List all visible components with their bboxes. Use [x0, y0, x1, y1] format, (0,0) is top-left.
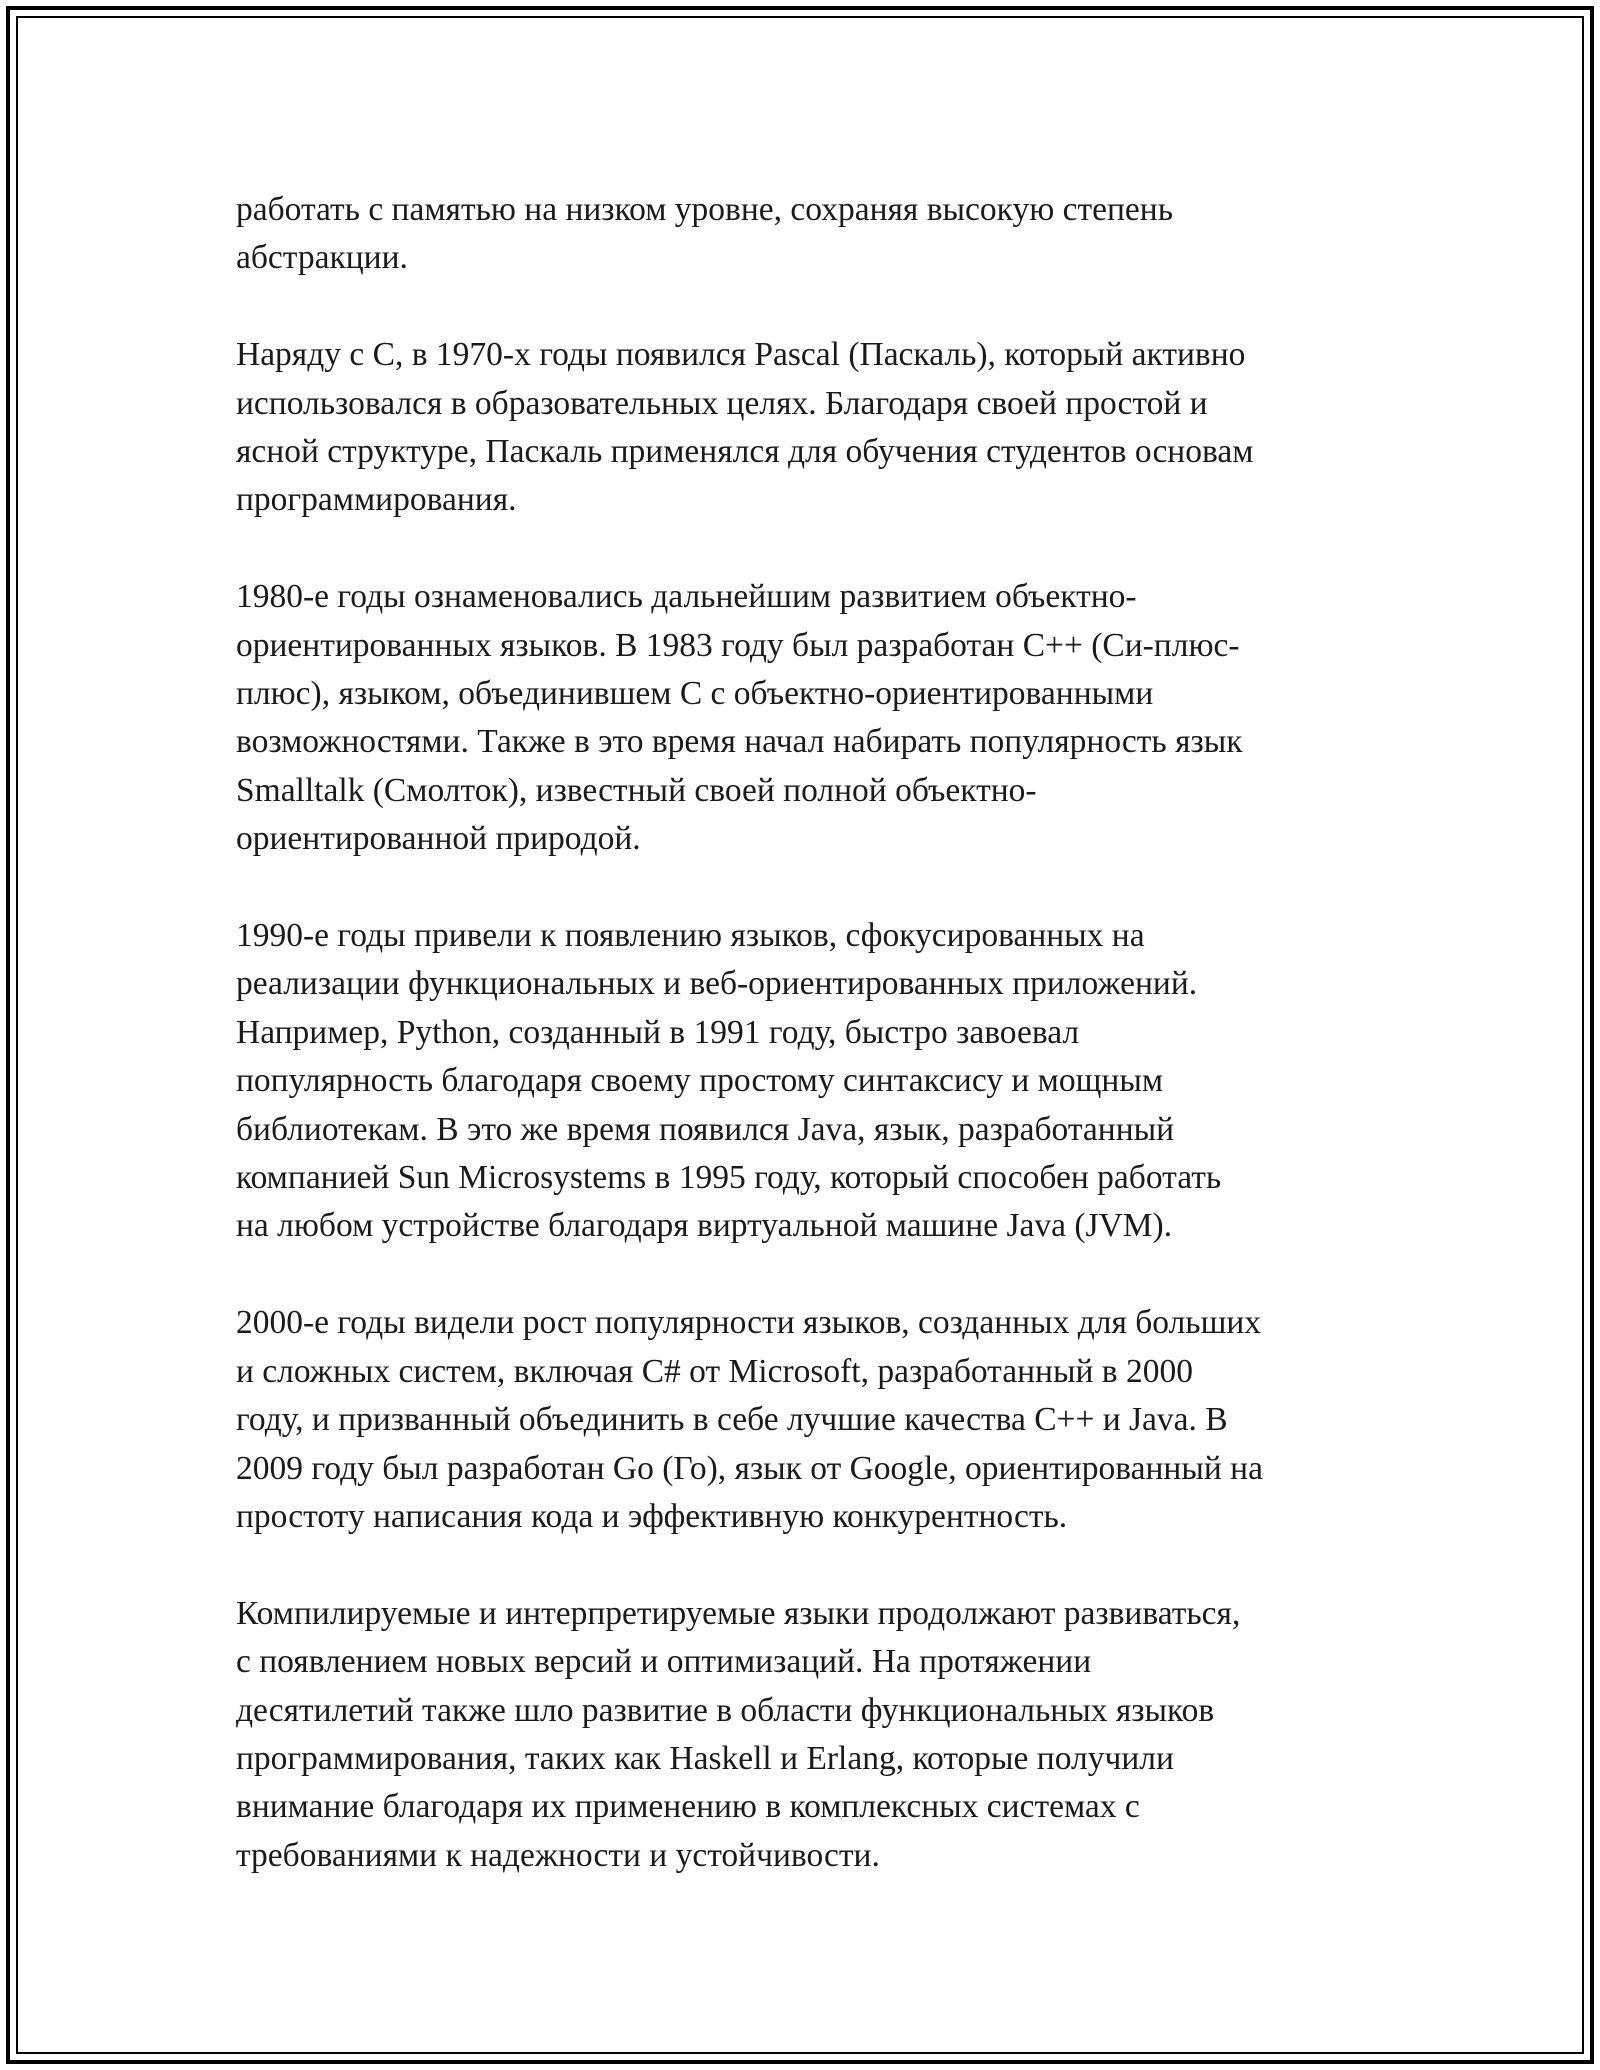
text-line: 1990-е годы привели к появлению языков, сфокусированных на [236, 917, 1145, 955]
text-line: и сложных систем, включая C# от Microsoft, разработанный в 2000 [236, 1352, 1193, 1390]
paragraph-1990s [236, 912, 1376, 1251]
text-line: 2009 году был разработан Go (Го), язык от Google, ориентированный на [236, 1449, 1263, 1487]
text-line: на любом устройстве благодаря виртуальной машине Java (JVM). [236, 1207, 1173, 1245]
paragraph-compiled-interpreted [236, 1590, 1376, 1880]
text-line: Наряду с C, в 1970-х годы появился Pascal (Паскаль), который активно [236, 336, 1246, 374]
text-line: ориентированных языков. В 1983 году был разработан C++ (Си-плюс- [236, 626, 1240, 664]
paragraph-1980s [236, 573, 1376, 863]
text-line: популярность благодаря своему простому синтаксису и мощным [236, 1062, 1164, 1100]
text-line: компанией Sun Microsystems в 1995 году, который способен работать [236, 1159, 1222, 1197]
paragraph-pascal [236, 331, 1376, 525]
text-line: ориентированной природой. [236, 820, 641, 858]
text-line: Smalltalk (Смолток), известный своей полной объектно- [236, 771, 1037, 809]
text-line: требованиями к надежности и устойчивости. [236, 1836, 880, 1874]
paragraph-2000s [236, 1299, 1376, 1541]
text-line: с появлением новых версий и оптимизаций. На протяжении [236, 1643, 1092, 1681]
text-line: 2000-е годы видели рост популярности языков, созданных для больших [236, 1304, 1262, 1342]
text-line: Компилируемые и интерпретируемые языки продолжают развиваться, [236, 1594, 1241, 1632]
text-line: работать с памятью на низком уровне, сохраняя высокую степень [236, 191, 1173, 228]
text-line: возможностями. Также в это время начал набирать популярность язык [236, 723, 1243, 761]
text-line: использовался в образовательных целях. Благодаря своей простой и [236, 384, 1208, 422]
text-line: 1980-е годы ознаменовались дальнейшим развитием объектно- [236, 578, 1137, 616]
text-line: десятилетий также шло развитие в области функциональных языков [236, 1691, 1215, 1729]
text-line: программирования, таких как Haskell и Erlang, которые получили [236, 1739, 1174, 1777]
text-line: программирования. [236, 481, 517, 519]
document-body [236, 186, 1376, 1929]
text-line: простоту написания кода и эффективную конкурентность. [236, 1497, 1068, 1535]
text-line: Например, Python, созданный в 1991 году, быстро завоевал [236, 1013, 1080, 1051]
text-line: году, и призванный объединить в себе лучшие качества C++ и Java. В [236, 1401, 1228, 1439]
text-line: абстракции. [236, 239, 408, 277]
text-line: библиотекам. В это же время появился Java, язык, разработанный [236, 1110, 1175, 1148]
paragraph-memory-abstraction [236, 186, 1376, 283]
text-line: ясной структуре, Паскаль применялся для обучения студентов основам [236, 433, 1254, 471]
text-line: реализации функциональных и веб-ориентированных приложений. [236, 965, 1198, 1003]
text-line: плюс), языком, объединившем C с объектно-ориентированными [236, 675, 1154, 713]
text-line: внимание благодаря их применению в комплексных системах с [236, 1788, 1140, 1826]
